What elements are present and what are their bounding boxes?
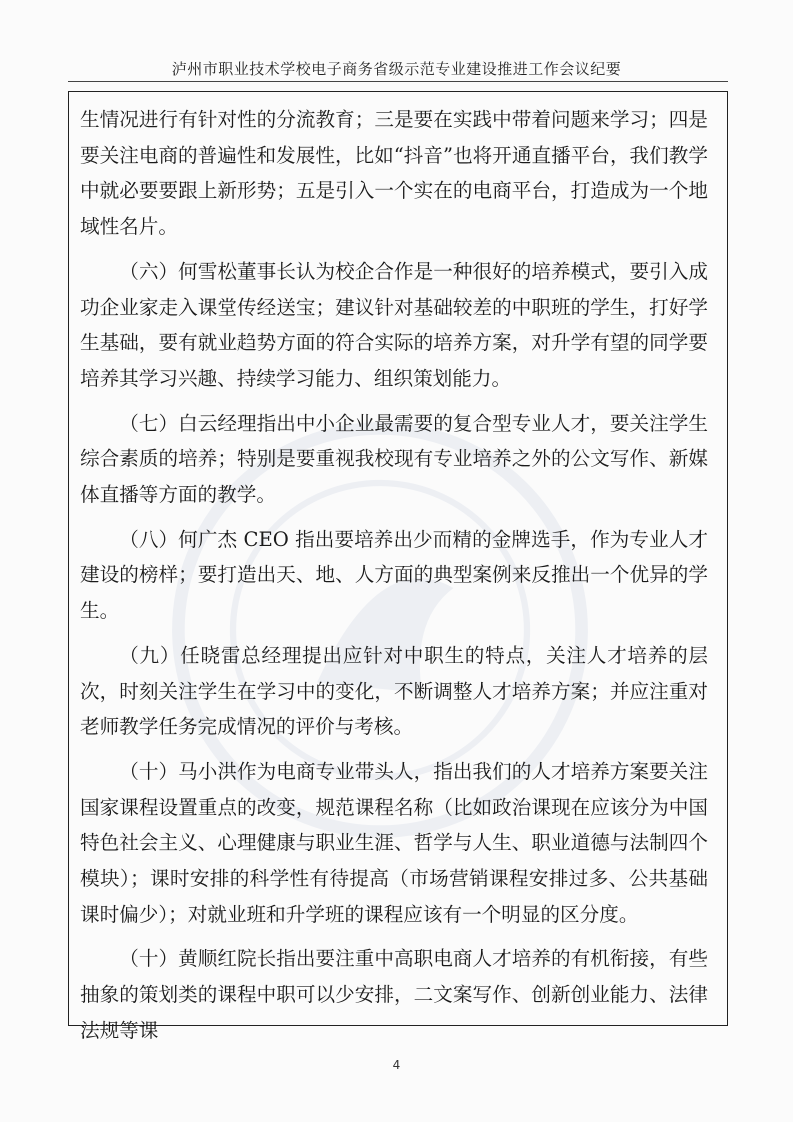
paragraph-item-8: （八）何广杰 CEO 指出要培养出少而精的金牌选手，作为专业人才建设的榜样；要打造出天、地、人方面的典型案例来反推出一个优异的学生。 — [80, 527, 708, 623]
body-text — [80, 102, 708, 1058]
paragraph-item-10: （十）马小洪作为电商专业带头人，指出我们的人才培养方案要关注国家课程设置重点的改变，规范课程名称（比如政治课现在应该分为中国特色社会主义、心理健康与职业生涯、哲学与人生、职业道德与法制四个模块）；课时安排的科学性有待提高（市场营销课程安排过多、公共基础课时偏少）；对就业班和升学班的课程应该有一个明显的区分度。 — [80, 759, 708, 926]
paragraph-item-10b: （十）黄顺红院长指出要注重中高职电商人才培养的有机衔接，有些抽象的策划类的课程中职可以少安排，二文案写作、创新创业能力、法律法规等课 — [80, 947, 708, 1042]
header-divider — [68, 81, 728, 82]
page-number: 4 — [392, 1058, 401, 1072]
paragraph-item-7: （七）白云经理指出中小企业最需要的复合型专业人才，要关注学生综合素质的培养；特别是要重视我校现有专业培养之外的公文写作、新媒体直播等方面的教学。 — [80, 411, 708, 507]
paragraph-continuation: 生情况进行有针对性的分流教育；三是要在实践中带着问题来学习；四是要关注电商的普遍性和发展性，比如“抖音”也将开通直播平台，我们教学中就必要要跟上新形势；五是引入一个实在的电商平台，打造成为一个地域性名片。 — [80, 108, 708, 239]
paragraph-item-9: （九）任晓雷总经理提出应针对中职生的特点，关注人才培养的层次，时刻关注学生在学习中的变化，不断调整人才培养方案；并应注重对老师教学任务完成情况的评价与考核。 — [80, 643, 708, 739]
paragraph-item-6: （六）何雪松董事长认为校企合作是一种很好的培养模式，要引入成功企业家走入课堂传经送宝；建议针对基础较差的中职班的学生，打好学生基础，要有就业趋势方面的符合实际的培养方案，对升学有望的同学要培养其学习兴趣、持续学习能力、组织策划能力。 — [80, 259, 708, 390]
page-header-title: 泸州市职业技术学校电子商务省级示范专业建设推进工作会议纪要 — [171, 60, 622, 78]
